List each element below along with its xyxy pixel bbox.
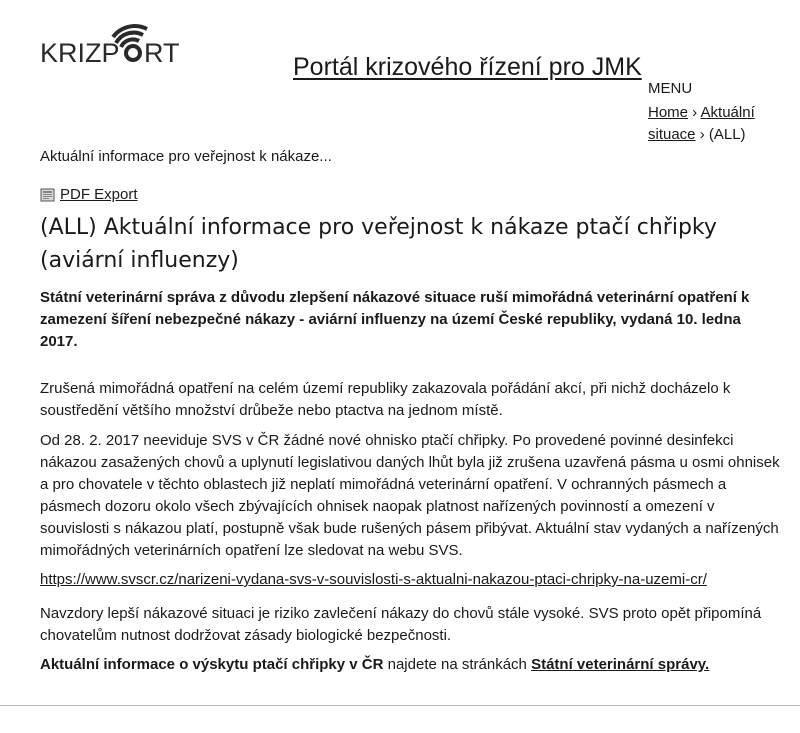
pdf-export-link[interactable] [40,186,138,203]
paragraph-1: Zrušená mimořádná opatření na celém území republiky zakazovala pořádání akcí, při nichž docházelo k soustředění většího množství drůbeže nebo ptactva na jednom místě. [40,380,731,419]
portal-title[interactable]: Portál krizového řízení pro JMK [293,53,642,81]
svs-regulations-link[interactable]: https://www.svscr.cz/narizeni-vydana-svs-v-souvislosti-s-aktualni-nakazou-ptaci-chripky-na-uzemi-cr/ [40,571,707,588]
pdf-icon [40,188,56,202]
lead-paragraph: Státní veterinární správa z důvodu zlepšení nákazové situace ruší mimořádná veterinární opatření k zamezení šíření nebezpečné nákazy - aviární influenzy na území České republiky, vydaná 10. ledna 2017. [40,289,750,350]
page-title: (ALL) Aktuální informace pro veřejnost k nákaze ptačí chřipky (aviární influenzy) [40,215,717,273]
logo-graphic [40,18,200,78]
final-text: najdete na stránkách [383,656,532,673]
breadcrumb-separator: › [688,104,701,121]
divider [0,705,800,706]
svs-regulations-link-container [40,571,707,588]
krizport-logo[interactable] [40,18,200,78]
logo-text-right: RT [144,38,180,68]
breadcrumb [648,102,778,146]
paragraph-3: Navzdory lepší nákazové situaci je riziko zavlečení nákazy do chovů stále vysoké. SVS proto opět připomíná chovatelům nutnost dodržovat zásady biologické bezpečnosti. [40,605,762,644]
logo-text-left: KRIZP [40,38,120,68]
final-paragraph [40,654,709,676]
breadcrumb-section-link[interactable]: Aktuální situace [648,104,755,143]
paragraph-2: Od 28. 2. 2017 neeviduje SVS v ČR žádné nové ohnisko ptačí chřipky. Po provedené povinné desinfekci nákazou zasažených chovů a uplynutí legislativou daných lhůt byla již zrušena uzavřená pásma u osmi ohnisek a pro chovatele v těchto oblastech již neplatí mimořádná veterinární opatření. V ochranných pásmech a pásmech dozoru okolo všech zbývajících ohnisek naopak platnost nařízených povinností a omezení v souvislosti s nákazou platí, postupně však bude rušených pásem přibývat. Aktuální stav vydaných a nařízených mimořádných veterinárních opatření lze sledovat na webu SVS. [40,432,780,559]
svs-website-link[interactable]: Státní veterinární správy. [531,656,710,673]
pdf-export-label: PDF Export [60,186,138,203]
final-bold-text: Aktuální informace o výskytu ptačí chřipky v ČR [40,656,384,673]
breadcrumb-home-link[interactable]: Home [648,104,689,121]
breadcrumb-current: (ALL) [708,126,746,143]
breadcrumb-separator: › [695,126,709,143]
page-crumb-trail: Aktuální informace pro veřejnost k nákaze... [40,148,332,165]
menu-button[interactable]: MENU [648,80,693,97]
